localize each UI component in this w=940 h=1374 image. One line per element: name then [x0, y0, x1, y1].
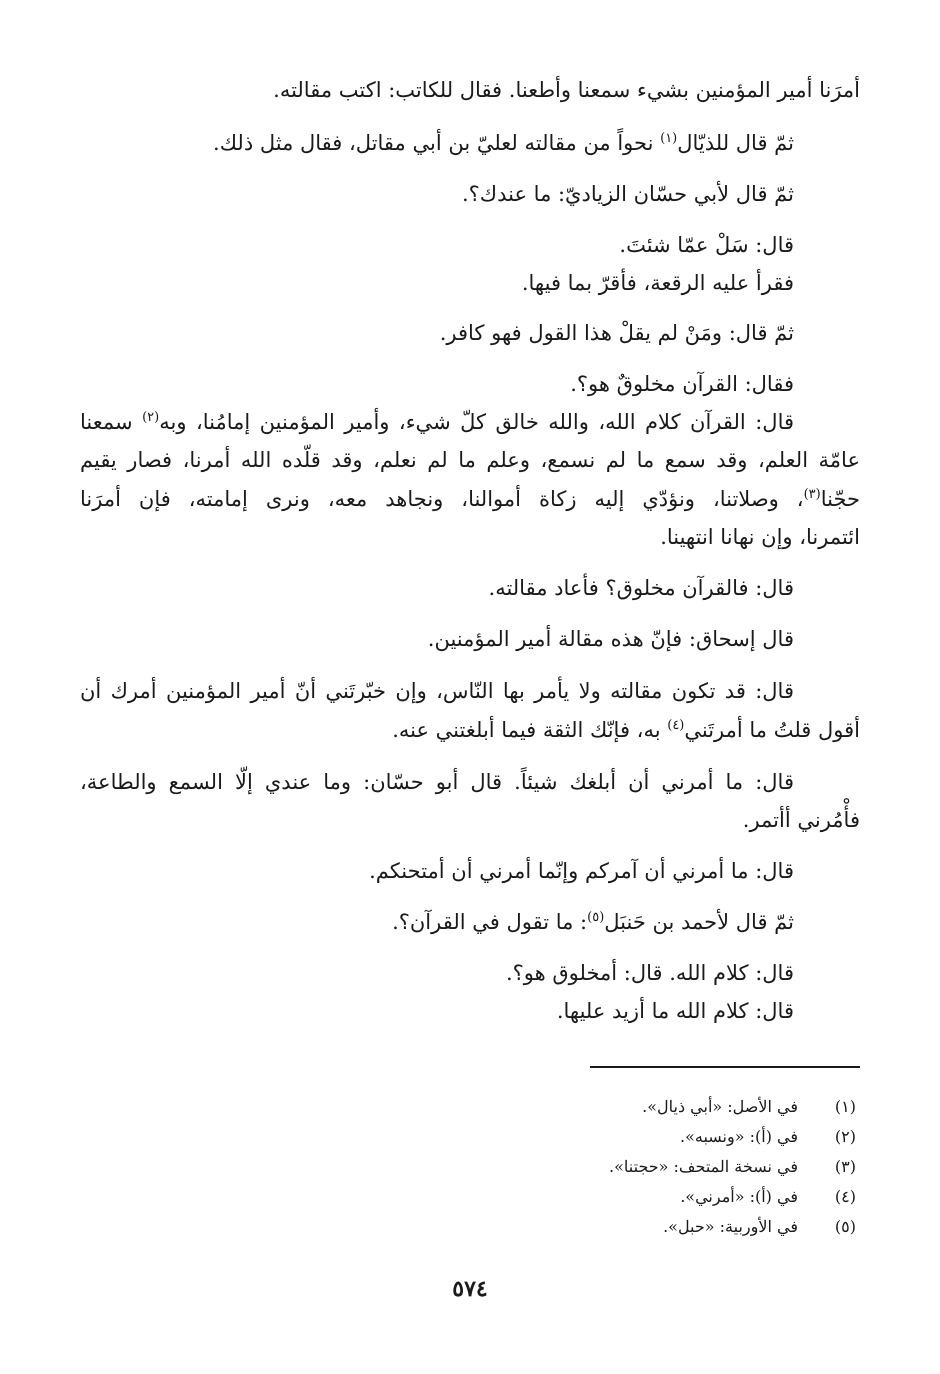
line-text: حجّنا	[820, 487, 860, 511]
line-text: قال: سَلْ عمّا شئتَ.	[619, 233, 794, 257]
line-text: به، فإنّك الثقة فيما أبلغتني عنه.	[392, 718, 668, 742]
footnote-1	[642, 1095, 856, 1119]
line-text: فقرأ عليه الرقعة، فأقرّ بما فيها.	[521, 271, 794, 295]
line-text: قال: ما أمرني أن أبلغك شيئاً. قال أبو حسّان: وما عندي إلّا السمع والطاعة،	[80, 770, 794, 794]
footnote-text: في (أ): «ونسبه».	[680, 1127, 798, 1146]
text-line-15	[392, 714, 860, 746]
text-line-13	[428, 623, 794, 655]
page-number: ٥٧٤	[452, 1276, 488, 1302]
footnote-ref-4: (٤)	[667, 718, 685, 733]
text-line-14	[80, 675, 794, 707]
text-line-3	[462, 178, 794, 210]
line-text: قال إسحاق: فإنّ هذه مقالة أمير المؤمنين.	[427, 627, 794, 651]
line-text: ائتمرنا، وإن نهانا انتهينا.	[660, 525, 860, 549]
text-line-1	[273, 74, 860, 106]
text-line-7	[570, 368, 794, 400]
footnote-2	[680, 1125, 856, 1149]
line-text: نحواً من مقالته لعليّ بن أبي مقاتل، فقال مثل ذلك.	[213, 131, 661, 155]
footnote-number: (٤)	[834, 1187, 856, 1206]
text-line-18	[369, 855, 794, 887]
text-line-11	[660, 521, 860, 553]
line-text: قال: فالقرآن مخلوق؟ فأعاد مقالته.	[488, 576, 794, 600]
text-line-10	[80, 483, 860, 515]
footnote-3	[609, 1155, 856, 1179]
line-text: عامّة العلم، وقد سمع ما لم نسمع، وعلم ما لم نعلم، وقد قلّده الله أمرنا، فصار يقيم	[80, 448, 860, 472]
line-text: ثمّ قال لأحمد بن حَنبَل	[604, 910, 794, 934]
footnote-4	[680, 1185, 856, 1209]
line-text: قال: ما أمرني أن آمركم وإنّما أمرني أن أمتحنكم.	[369, 859, 794, 883]
footnote-ref-2: (٢)	[142, 410, 160, 425]
text-line-19	[392, 906, 794, 938]
line-text: قال: القرآن كلام الله، والله خالق كلّ شيء، وأمير المؤمنين إمامُنا، وبه	[159, 410, 795, 434]
text-line-4	[619, 229, 794, 261]
line-text: قال: كلام الله. قال: أمخلوق هو؟.	[505, 961, 794, 985]
footnote-ref-1: (١)	[660, 131, 678, 146]
text-line-5	[522, 267, 794, 299]
line-text: قال: قد تكون مقالته ولا يأمر بها النّاس، وإن خبّرتَني أنّ أمير المؤمنين أمرك أن	[80, 679, 794, 703]
text-line-21	[557, 995, 794, 1027]
footnote-ref-5: (٥)	[587, 910, 605, 925]
text-line-20	[506, 957, 794, 989]
line-text: أقول قلتُ ما أمرتَني	[684, 718, 860, 742]
text-line-17	[743, 804, 860, 836]
text-line-12	[489, 572, 794, 604]
text-line-6	[440, 317, 794, 349]
footnote-ref-3: (٣)	[803, 487, 821, 502]
line-text: فأْمُرني أأتمر.	[742, 808, 860, 832]
line-text: : ما تقول في القرآن؟.	[392, 910, 588, 934]
line-text: سمعنا	[80, 410, 143, 434]
line-text: فقال: القرآن مخلوقٌ هو؟.	[570, 372, 794, 396]
footnote-text: في (أ): «أمرني».	[680, 1187, 798, 1206]
footnote-text: في نسخة المتحف: «حجتنا».	[609, 1157, 798, 1176]
footnote-number: (٥)	[834, 1217, 856, 1236]
footnote-text: في الأصل: «أبي ذيال».	[642, 1097, 798, 1116]
footnote-5	[663, 1215, 856, 1239]
line-text: ، وصلاتنا، ونؤدّي إليه زكاة أموالنا، ونجاهد معه، ونرى إمامته، فإن أمرَنا	[80, 487, 804, 511]
footnote-number: (٣)	[834, 1157, 856, 1176]
line-text: أمرَنا أمير المؤمنين بشيء سمعنا وأطعنا. فقال للكاتب: اكتب مقالته.	[273, 78, 860, 102]
text-line-9	[80, 444, 860, 476]
line-text: قال: كلام الله ما أزيد عليها.	[556, 999, 794, 1023]
text-line-8	[80, 406, 794, 438]
footnote-number: (٢)	[834, 1127, 856, 1146]
footnote-text: في الأوربية: «حبل».	[663, 1217, 798, 1236]
line-text: ثمّ قال: ومَنْ لم يقلْ هذا القول فهو كافر.	[439, 321, 794, 345]
footnote-number: (١)	[834, 1097, 856, 1116]
text-line-16	[80, 766, 794, 798]
footnote-divider	[590, 1066, 860, 1068]
line-text: ثمّ قال للذيّال	[677, 131, 794, 155]
text-line-2	[213, 127, 794, 159]
line-text: ثمّ قال لأبي حسّان الزياديّ: ما عندك؟.	[461, 182, 794, 206]
